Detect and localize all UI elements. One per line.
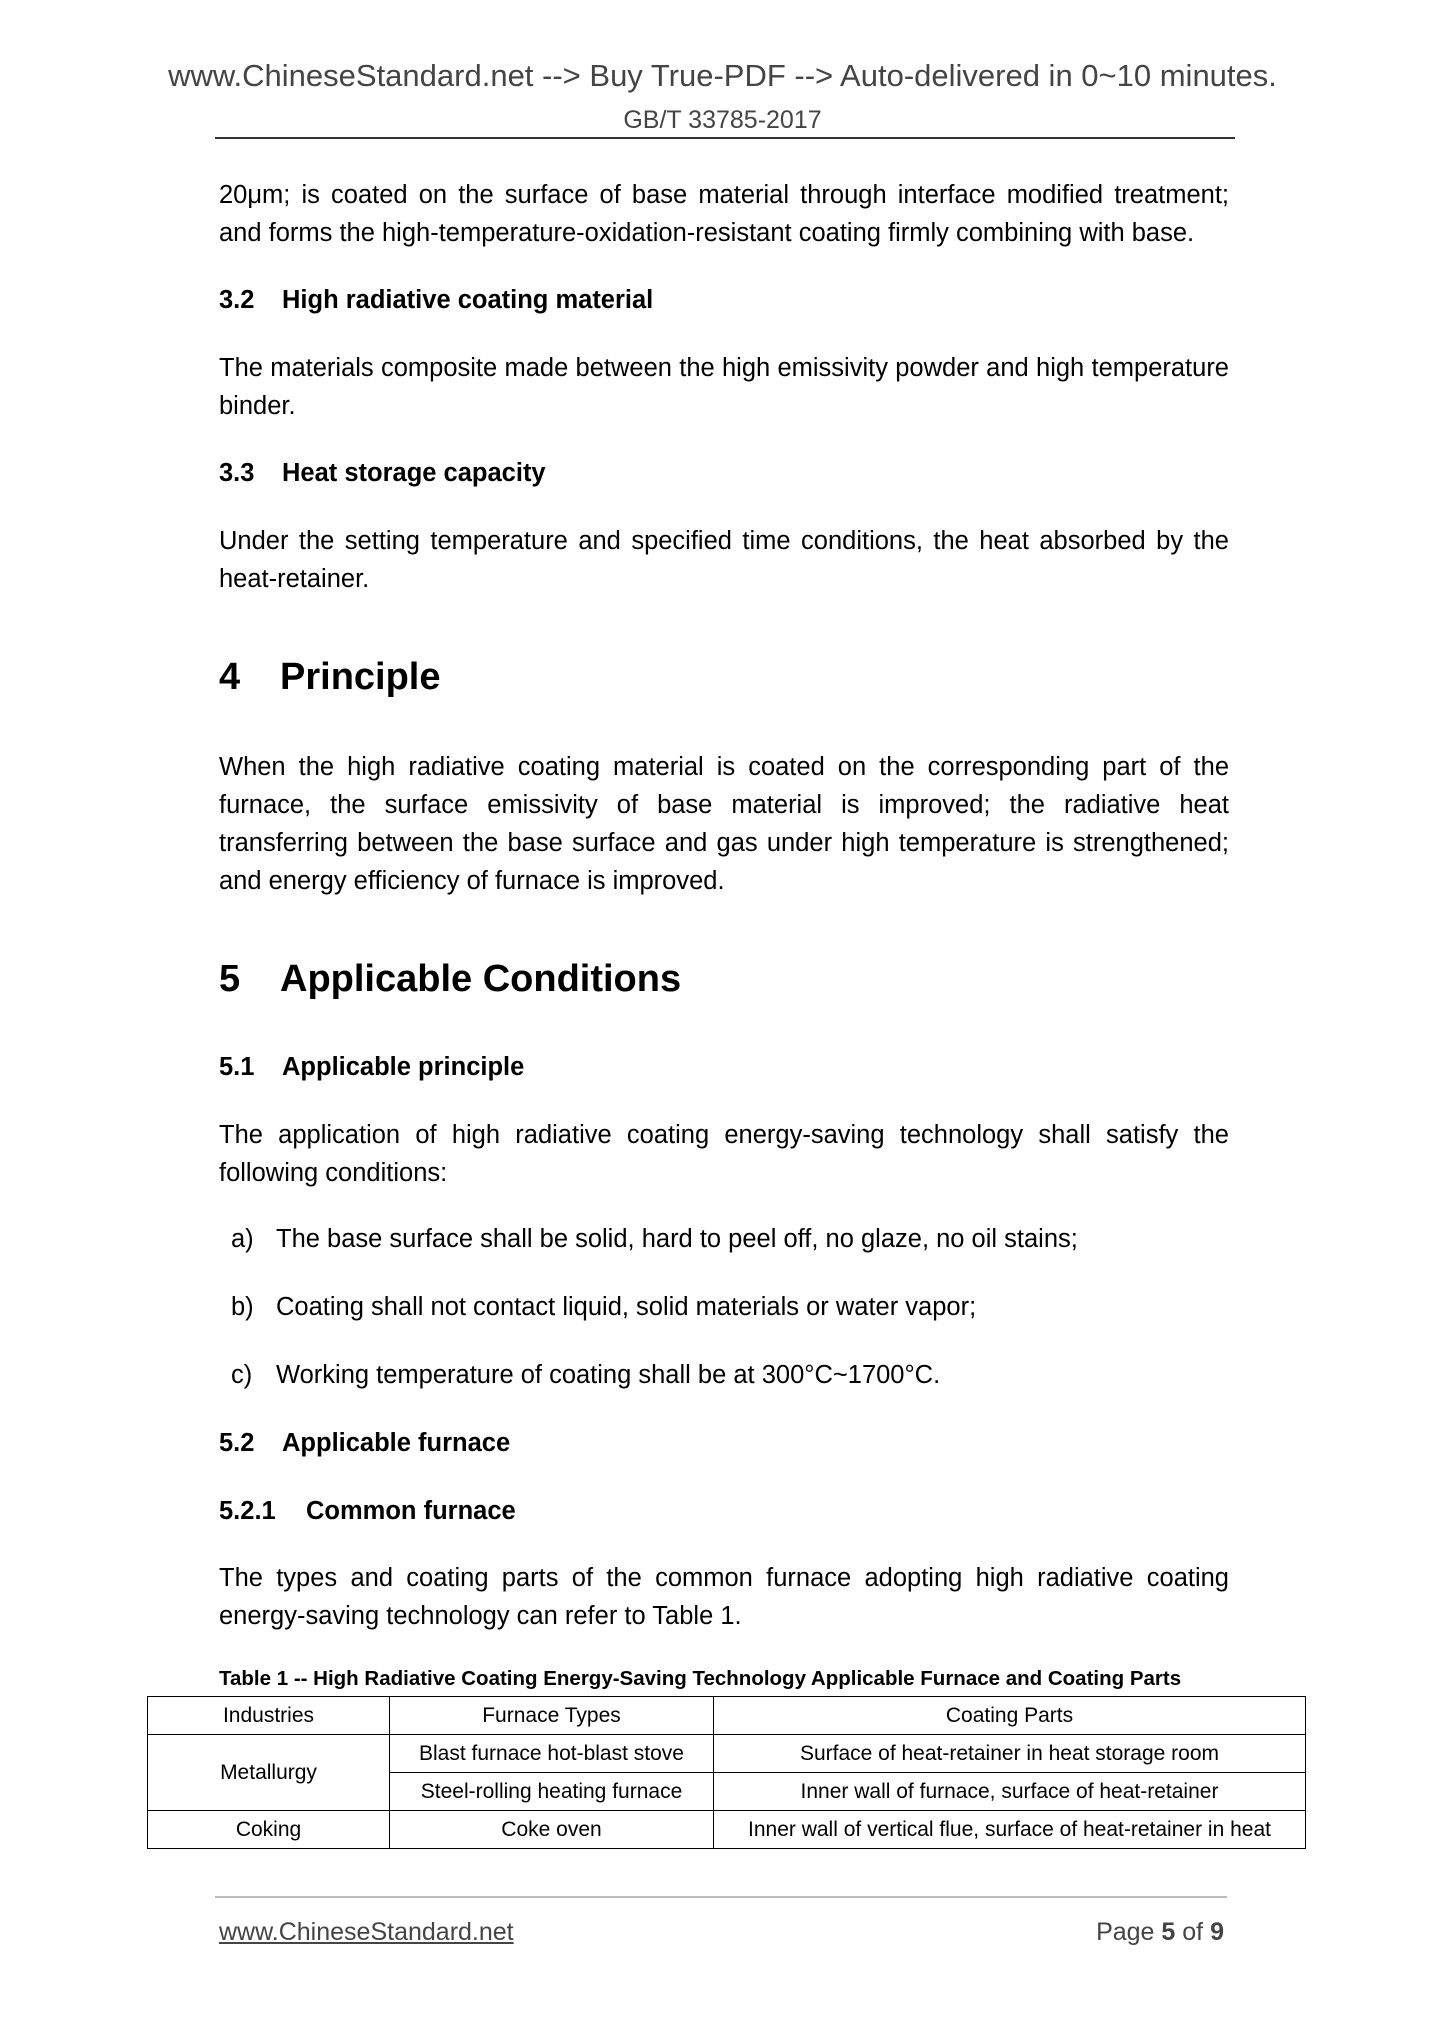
section-4-paragraph: When the high radiative coating material is coated on the corresponding part of the furnace, the surface emissivity of base material is improved; the radiative heat transferring between the base surface and gas under high temperature is strengthened; and energy efficiency of furnace is improved. <box>219 753 1229 895</box>
table-row <box>148 1811 1306 1849</box>
section-title: Applicable principle <box>282 1053 525 1081</box>
section-number: 5.2 <box>219 1429 255 1457</box>
industry-cell: Coking <box>148 1811 390 1849</box>
coating-parts-cell: Inner wall of vertical flue, surface of heat-retainer in heat <box>714 1811 1306 1849</box>
section-4-heading <box>219 656 441 699</box>
section-5-2-heading <box>219 1429 510 1458</box>
section-number: 4 <box>219 656 241 698</box>
section-title: Principle <box>280 656 441 698</box>
list-item-text: The base surface shall be solid, hard to peel off, no glaze, no oil stains; <box>276 1225 1078 1253</box>
header-cell: Coating Parts <box>714 1697 1306 1735</box>
section-5-1-heading <box>219 1053 524 1082</box>
furnace-cell: Blast furnace hot-blast stove <box>390 1735 714 1773</box>
page-label: Page <box>1096 1918 1155 1946</box>
table-caption: Table 1 -- High Radiative Coating Energy-Saving Technology Applicable Furnace and Coating Parts <box>219 1667 1182 1690</box>
section-5-1-paragraph: The application of high radiative coating energy-saving technology shall satisfy the following conditions: <box>219 1121 1229 1187</box>
page-indicator <box>1096 1918 1224 1947</box>
intro-paragraph: 20μm; is coated on the surface of base material through interface modified treatment; and forms the high-temperature-oxidation-resistant coating firmly combining with base. <box>219 181 1229 247</box>
page-total: 9 <box>1210 1918 1224 1946</box>
header-divider <box>215 137 1235 139</box>
list-item-text: Coating shall not contact liquid, solid materials or water vapor; <box>276 1293 977 1321</box>
section-title: High radiative coating material <box>282 286 654 314</box>
section-title: Applicable furnace <box>282 1429 511 1457</box>
table-header-row <box>148 1697 1306 1735</box>
list-marker: b) <box>231 1293 254 1321</box>
section-3-2-heading <box>219 286 653 315</box>
section-number: 3.2 <box>219 286 255 314</box>
section-title: Common furnace <box>306 1497 516 1525</box>
coating-parts-cell: Inner wall of furnace, surface of heat-retainer <box>714 1773 1306 1811</box>
list-item <box>231 1225 1078 1254</box>
section-5-heading <box>219 958 681 1001</box>
section-title: Applicable Conditions <box>280 958 682 1000</box>
section-number: 3.3 <box>219 459 255 487</box>
footer-divider <box>215 1896 1227 1898</box>
list-marker: c) <box>231 1361 253 1389</box>
coating-parts-cell: Surface of heat-retainer in heat storage room <box>714 1735 1306 1773</box>
section-number: 5.1 <box>219 1053 255 1081</box>
header-standard-number: GB/T 33785-2017 <box>623 106 822 134</box>
furnace-cell: Coke oven <box>390 1811 714 1849</box>
header-cell: Industries <box>148 1697 390 1735</box>
section-title: Heat storage capacity <box>282 459 546 487</box>
furnace-table <box>147 1696 1306 1849</box>
table-row <box>148 1735 1306 1773</box>
list-item-text: Working temperature of coating shall be at 300°C~1700°C. <box>276 1361 941 1389</box>
section-5-2-1-paragraph: The types and coating parts of the common furnace adopting high radiative coating energy-saving technology can refer to Table 1. <box>219 1564 1229 1630</box>
section-3-3-heading <box>219 459 546 488</box>
section-number: 5.2.1 <box>219 1497 276 1525</box>
header-cell: Furnace Types <box>390 1697 714 1735</box>
section-3-3-paragraph: Under the setting temperature and specified time conditions, the heat absorbed by the heat-retainer. <box>219 527 1229 593</box>
header-banner[interactable]: www.ChineseStandard.net --> Buy True-PDF --> Auto-delivered in 0~10 minutes. <box>168 58 1277 93</box>
page-number: 5 <box>1161 1918 1176 1946</box>
list-marker: a) <box>231 1225 254 1253</box>
footer-link[interactable]: www.ChineseStandard.net <box>219 1918 514 1946</box>
industry-cell: Metallurgy <box>148 1735 390 1811</box>
page-of-label: of <box>1182 1918 1204 1946</box>
section-5-2-1-heading <box>219 1497 516 1526</box>
list-item <box>231 1293 976 1322</box>
list-item <box>231 1361 940 1390</box>
furnace-cell: Steel-rolling heating furnace <box>390 1773 714 1811</box>
section-3-2-paragraph: The materials composite made between the high emissivity powder and high temperature binder. <box>219 354 1229 420</box>
section-number: 5 <box>219 958 241 1000</box>
